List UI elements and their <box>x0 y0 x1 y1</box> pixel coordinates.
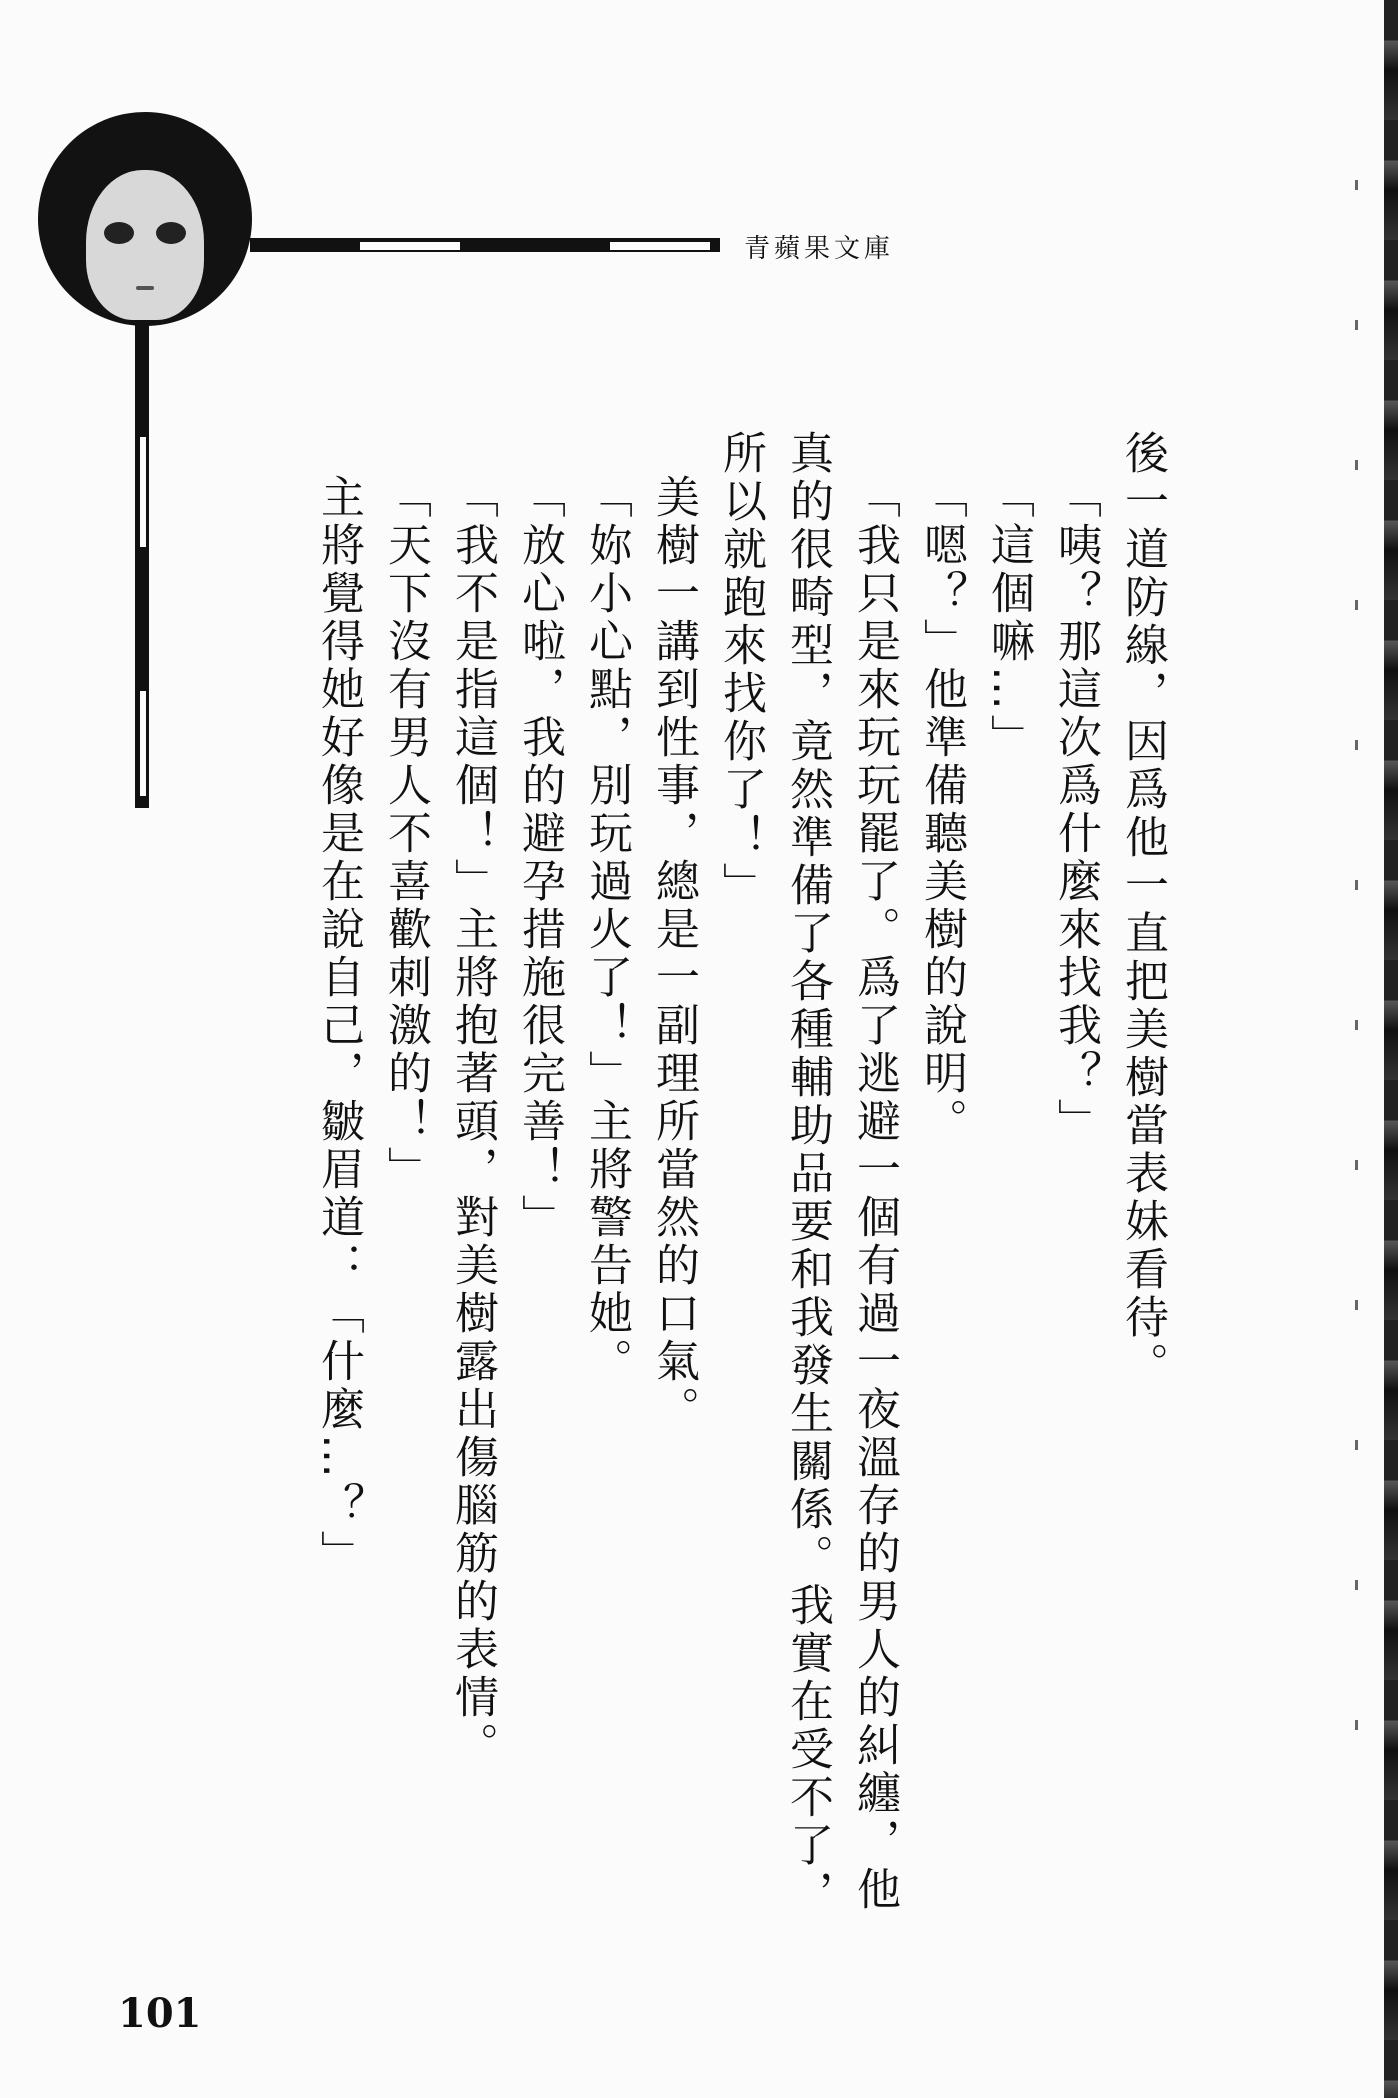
series-title: 青蘋果文庫 <box>744 234 895 264</box>
portrait-mouth <box>136 286 154 290</box>
paragraph: 「我不是指這個！」主將抱著頭，對美樹露出傷腦筋的表情。 <box>447 474 498 1770</box>
paragraph: 後一道防線，因爲他一直把美樹當表妹看待。 <box>1117 430 1168 1390</box>
scan-edge-marks <box>1355 120 1358 1820</box>
paragraph: 美樹一講到性事，總是一副理所當然的口氣。 <box>648 474 699 1434</box>
portrait-face <box>86 170 204 320</box>
vertical-body-text <box>305 430 1176 1950</box>
paragraph: 「妳小心點，別玩過火了！」主將警告她。 <box>581 474 632 1386</box>
paragraph: 「放心啦，我的避孕措施很完善！」 <box>514 474 565 1242</box>
rule-gap <box>360 241 460 251</box>
paragraph: 「天下沒有男人不喜歡刺激的！」 <box>380 474 431 1194</box>
paragraph: 「咦？那這次爲什麼來找我？」 <box>1050 474 1101 1146</box>
page-number: 101 <box>118 1990 202 2037</box>
paragraph: 「這個嘛…」 <box>983 474 1034 762</box>
stem-segment <box>139 690 147 797</box>
rule-gap <box>610 241 710 251</box>
decorative-rule <box>250 238 720 252</box>
paragraph: 「嗯？」他準備聽美樹的說明。 <box>916 474 967 1146</box>
scan-edge <box>1384 0 1398 2098</box>
character-portrait <box>38 112 252 326</box>
stem-segment <box>139 436 147 548</box>
portrait-left-eye <box>104 222 134 244</box>
paragraph: 主將覺得她好像是在說自己，皺眉道：「什麼…？」 <box>313 474 364 1578</box>
paragraph: 「我只是來玩玩罷了。爲了逃避一個有過一夜溫存的男人的糾纏，他真的很畸型，竟然準備了各種輔助品要和我發生關係。我實在受不了，所以就跑來找你了！」 <box>715 430 900 1918</box>
portrait-right-eye <box>156 222 186 244</box>
